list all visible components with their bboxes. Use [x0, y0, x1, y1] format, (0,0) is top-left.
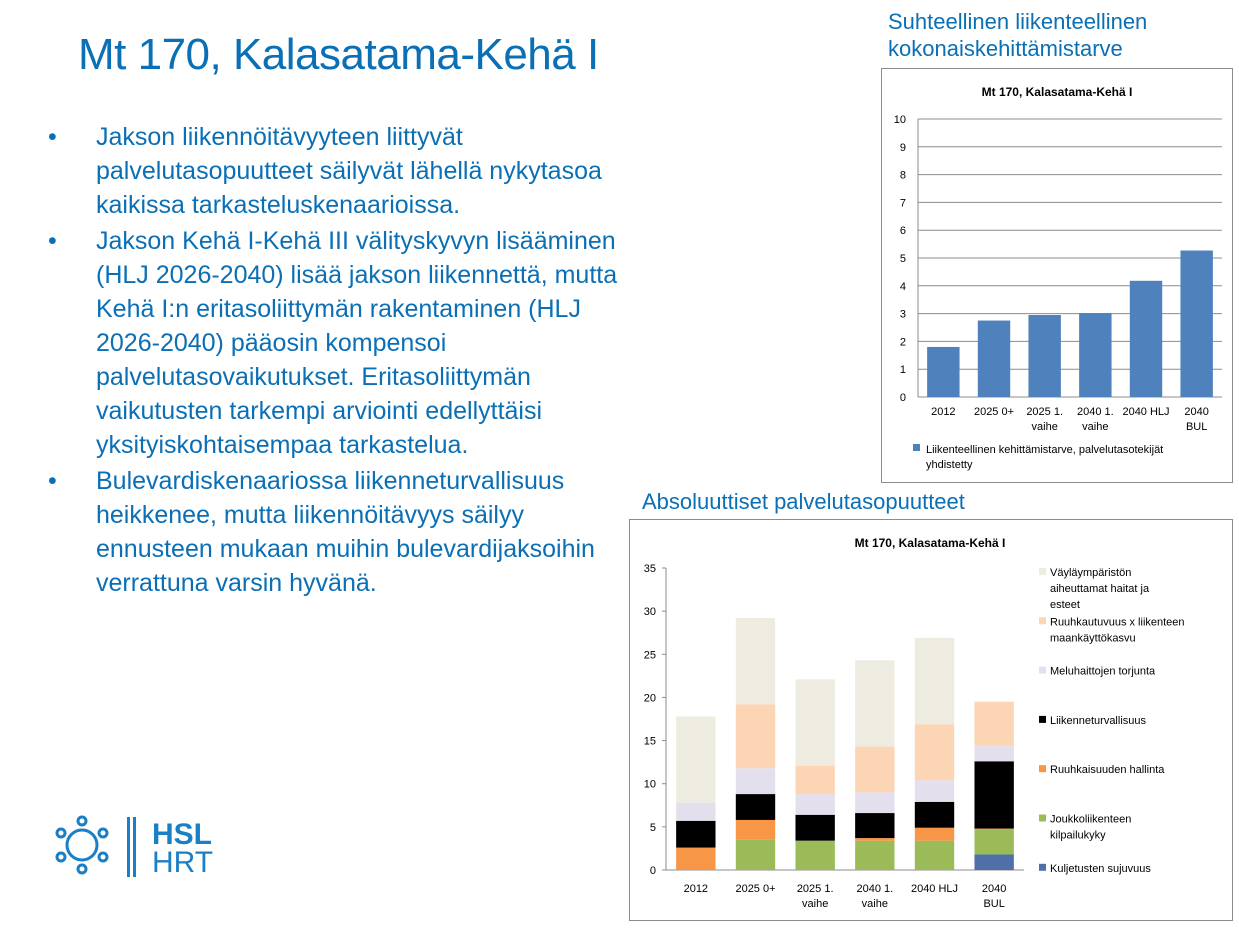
- stacked-bar-segment: [795, 841, 834, 870]
- stacked-bar-segment: [676, 821, 715, 848]
- legend-label: Kuljetusten sujuvuus: [1050, 862, 1151, 875]
- stacked-bar-segment: [855, 813, 894, 838]
- legend-label: maankäyttökasvu: [1050, 632, 1136, 645]
- stacked-bar-segment: [855, 841, 894, 870]
- stacked-bar-segment: [974, 746, 1013, 762]
- logo-divider: [127, 817, 130, 877]
- legend-swatch: [1039, 716, 1046, 723]
- bar: [1180, 250, 1212, 397]
- y-tick-label: 35: [643, 563, 656, 575]
- stacked-bar-segment: [736, 794, 775, 820]
- x-tick-label: BUL: [983, 898, 1005, 910]
- x-tick-label: vaihe: [802, 898, 829, 910]
- bullet-list: [48, 120, 638, 602]
- legend-label: yhdistetty: [926, 459, 973, 471]
- stacked-bar-segment: [676, 803, 715, 821]
- x-tick-label: 2040 1.: [1076, 406, 1114, 418]
- legend-label: Väyläympäristön: [1050, 567, 1132, 579]
- legend-label: kilpailukyky: [1050, 829, 1106, 842]
- bullet-text: Bulevardiskenaariossa liikenneturvallisuus heikkenee, mutta liikennöitävyys säilyy ennusteen mukaan muihin bulevardijaksoihin verrattuna varsin hyvänä.: [96, 467, 595, 597]
- x-tick-label: 2012: [683, 883, 709, 895]
- legend-label: Ruuhkaisuuden hallinta: [1050, 764, 1165, 777]
- legend-label: Meluhaittojen torjunta: [1050, 665, 1156, 678]
- absolute-chart: [629, 519, 1233, 921]
- bullet-marker: •: [48, 123, 57, 151]
- legend-label: Ruuhkautuvuus x liikenteen: [1050, 616, 1185, 629]
- legend-swatch: [1039, 617, 1046, 624]
- legend-label: esteet: [1050, 599, 1080, 611]
- y-tick-label: 15: [643, 735, 656, 748]
- legend-label: aiheuttamat haitat ja: [1050, 583, 1150, 595]
- x-tick-label: 2040 HLJ: [910, 883, 959, 895]
- legend-swatch: [1039, 864, 1046, 871]
- bar: [1130, 281, 1162, 397]
- y-tick-label: 9: [899, 141, 906, 154]
- y-tick-label: 1: [899, 364, 906, 377]
- stacked-bar-segment: [855, 660, 894, 746]
- y-tick-label: 10: [643, 778, 656, 791]
- y-tick-label: 30: [643, 606, 656, 619]
- stacked-bar-segment: [974, 829, 1013, 830]
- bar: [978, 321, 1010, 397]
- stacked-bar-segment: [915, 802, 954, 828]
- stacked-bar-segment: [915, 841, 954, 870]
- bullet-marker: •: [48, 227, 57, 255]
- y-tick-label: 20: [643, 692, 656, 705]
- y-tick-label: 7: [899, 197, 906, 210]
- x-tick-label: vaihe: [1082, 421, 1109, 433]
- x-tick-label: 2025 0+: [735, 883, 776, 895]
- legend-swatch: [1039, 765, 1046, 772]
- relative-chart: [881, 68, 1233, 483]
- x-tick-label: 2040: [1184, 406, 1209, 418]
- stacked-bar-segment: [974, 702, 1013, 746]
- bar: [1079, 313, 1111, 397]
- stacked-bar-segment: [915, 724, 954, 780]
- y-tick-label: 2: [899, 336, 906, 349]
- bar: [927, 347, 959, 397]
- bar: [1028, 315, 1060, 397]
- bullet-text: Jakson Kehä I-Kehä III välityskyvyn lisääminen (HLJ 2026-2040) lisää jakson liikennettä, mutta Kehä I:n eritasoliittymän rakentaminen (HLJ 2026-2040) pääosin kompensoi palvelutasovaikutukset. Eritasoliittymän vaikutusten tarkempi arviointi edellyttäisi yksityiskohtaisempaa tarkastelua.: [96, 227, 618, 459]
- stacked-bar-segment: [676, 848, 715, 870]
- stacked-bar-segment: [915, 780, 954, 802]
- y-tick-label: 8: [899, 169, 906, 182]
- y-tick-label: 0: [899, 392, 906, 404]
- legend-label: Joukkoliikenteen: [1050, 813, 1132, 826]
- x-tick-label: 2012: [931, 406, 956, 418]
- bullet-marker: •: [48, 467, 57, 495]
- x-tick-label: 2025 0+: [973, 406, 1015, 418]
- y-tick-label: 0: [649, 865, 656, 877]
- x-tick-label: BUL: [1185, 421, 1208, 433]
- y-tick-label: 10: [893, 114, 906, 126]
- legend-swatch: [913, 444, 920, 451]
- legend-swatch: [1039, 815, 1046, 822]
- stacked-bar-segment: [736, 768, 775, 794]
- y-tick-label: 3: [899, 308, 906, 321]
- x-tick-label: 2040: [981, 883, 1007, 895]
- bullet-item: [48, 120, 638, 222]
- stacked-bar-segment: [795, 766, 834, 794]
- y-tick-label: 25: [643, 649, 656, 662]
- logo-hrt-text: HRT: [152, 846, 214, 879]
- logo-divider: [133, 817, 136, 877]
- relative-chart-svg: [882, 69, 1232, 482]
- logo-hsl-text: HSL: [152, 818, 212, 851]
- absolute-chart-svg: [630, 520, 1232, 920]
- bullet-item: [48, 224, 638, 462]
- stacked-bar-segment: [974, 854, 1013, 870]
- stacked-bar-segment: [855, 747, 894, 793]
- legend-swatch: [1039, 667, 1046, 674]
- stacked-bar-segment: [974, 829, 1013, 854]
- x-tick-label: 2025 1.: [796, 883, 834, 895]
- stacked-bar-segment: [795, 794, 834, 815]
- stacked-bar-segment: [855, 838, 894, 841]
- stacked-bar-segment: [915, 828, 954, 841]
- chart-title: Mt 170, Kalasatama-Kehä I: [854, 536, 1006, 550]
- x-tick-label: 2040 1.: [856, 883, 894, 895]
- y-tick-label: 5: [899, 253, 906, 265]
- x-tick-label: vaihe: [1031, 421, 1058, 433]
- chart-title: Mt 170, Kalasatama-Kehä I: [981, 85, 1133, 99]
- stacked-bar-segment: [974, 761, 1013, 828]
- y-tick-label: 5: [649, 821, 656, 834]
- y-tick-label: 4: [899, 280, 906, 293]
- x-tick-label: vaihe: [861, 898, 888, 910]
- legend-label: Liikenneturvallisuus: [1050, 714, 1146, 727]
- stacked-bar-segment: [795, 679, 834, 765]
- relative-chart-heading: Suhteellinen liikenteellinen kokonaiskehittämistarve: [888, 9, 1148, 61]
- stacked-bar-segment: [915, 638, 954, 724]
- stacked-bar-segment: [736, 704, 775, 768]
- y-tick-label: 6: [899, 225, 906, 238]
- x-tick-label: 2040 HLJ: [1122, 406, 1170, 418]
- slide-title: Mt 170, Kalasatama-Kehä I: [78, 30, 599, 79]
- legend-swatch: [1039, 568, 1046, 575]
- x-tick-label: 2025 1.: [1026, 406, 1064, 418]
- stacked-bar-segment: [855, 792, 894, 813]
- absolute-chart-heading: Absoluuttiset palvelutasopuutteet: [642, 489, 965, 514]
- stacked-bar-segment: [736, 820, 775, 840]
- stacked-bar-segment: [795, 815, 834, 841]
- legend-label: Liikenteellinen kehittämistarve, palvelutasotekijät: [926, 444, 1164, 456]
- bullet-item: [48, 464, 638, 600]
- bullet-text: Jakson liikennöitävyyteen liittyvät palvelutasopuutteet säilyvät lähellä nykytasoa kaikissa tarkasteluskenaarioissa.: [96, 123, 602, 219]
- stacked-bar-segment: [736, 840, 775, 870]
- stacked-bar-segment: [736, 618, 775, 704]
- stacked-bar-segment: [676, 716, 715, 802]
